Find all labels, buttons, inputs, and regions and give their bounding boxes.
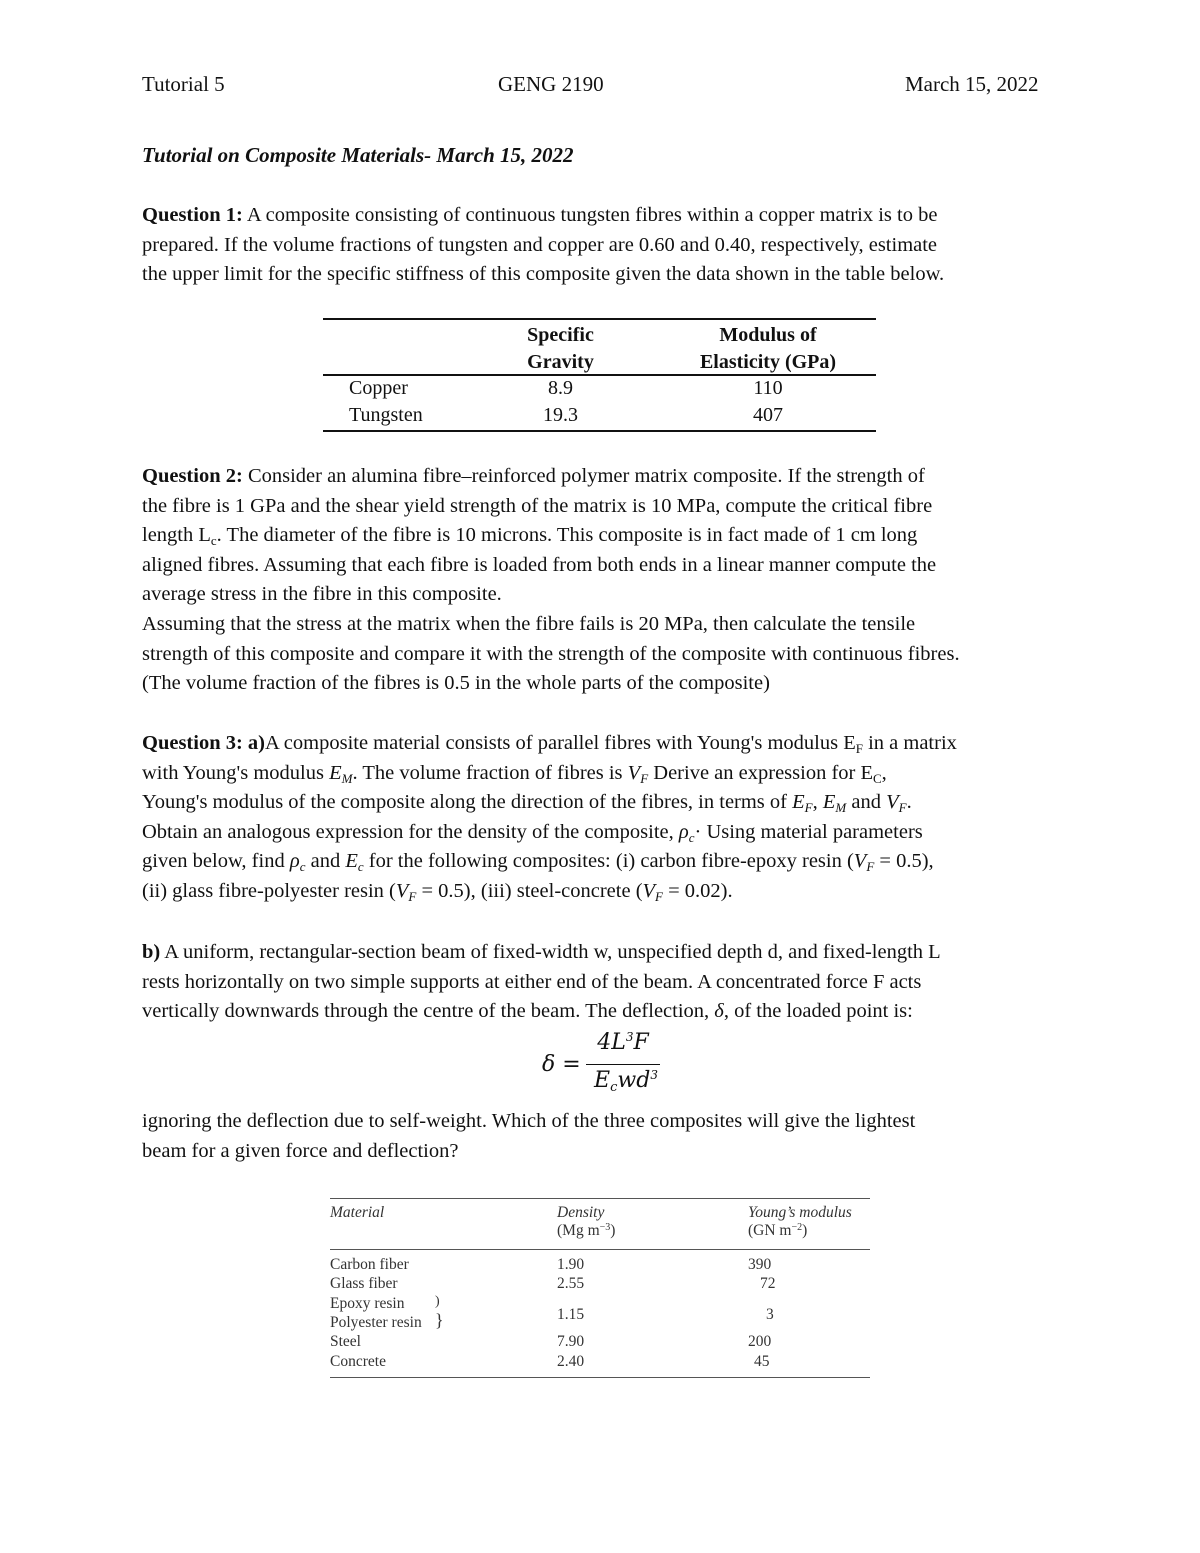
question-3a: Question 3: a)A composite material consists of parallel fibres with Young's modulus $E_F$ in a matrix with Young's modulus $E_M$. The volume fraction of fibres is $V_F$ Derive an expression for $E_C$, Young's modulus of the composite along the direction of the fibres, in terms of $E_F$, $E_M$ and $V_F$. Obtain an analogous expression for the density of the composite, $\rho_c\cdot Using$ material parameters given below, find $\rho_c$ and $E_c$ for the following composites: (i) carbon fibre-epoxy resin $(V_F = 0.5)$, (ii) glass fibre-polyester resin $(V_F = 0.5)$, (iii) steel-concrete $(V_F = 0.02)$. bbox=[142, 729, 1060, 907]
table-cell: 2.40 bbox=[557, 1353, 585, 1370]
table-cell: 2.55 bbox=[557, 1275, 585, 1292]
q1-label: Question 1: bbox=[142, 204, 243, 226]
table-row-name: Concrete bbox=[330, 1353, 386, 1370]
table-cell: 8.9 bbox=[548, 377, 573, 399]
table-row-name: Epoxy resin bbox=[330, 1295, 405, 1312]
question-2 bbox=[142, 462, 1060, 699]
q2-line: average stress in the fibre in this composite. bbox=[142, 583, 502, 606]
q1-line: A composite consisting of continuous tungsten fibres within a copper matrix is to be bbox=[246, 204, 938, 226]
table-header-density-unit: (Mg $m^{-3}$) bbox=[557, 1222, 616, 1239]
q2-line: Consider an alumina fibre–reinforced polymer matrix composite. If the strength of bbox=[247, 465, 925, 487]
table-row-name: Tungsten bbox=[349, 404, 423, 426]
table-header-specific-gravity: Specific Gravity bbox=[527, 324, 594, 373]
fraction-bar bbox=[586, 1064, 660, 1065]
table-cell: 110 bbox=[753, 377, 783, 399]
q2-line: the fibre is 1 GPa and the shear yield strength of the matrix is 10 MPa, compute the critical fibre bbox=[142, 494, 933, 517]
table-row-name: Steel bbox=[330, 1333, 361, 1350]
table-cell: 72 bbox=[760, 1275, 776, 1292]
q3-label: Question 3: a) bbox=[142, 732, 265, 754]
table-cell: 200 bbox=[748, 1333, 772, 1350]
table-cell: 7.90 bbox=[557, 1333, 585, 1350]
question-3b: b) A uniform, rectangular-section beam of fixed-width w, unspecified depth d, and fixed-length L rests horizontally on two simple supports at either end of the beam. A concentrated force F acts vertically downwards through the centre of the beam. The deflection, δ, of the loaded point is: bbox=[142, 938, 1060, 1027]
table-cell: 390 bbox=[748, 1256, 772, 1273]
q3b-label: b) bbox=[142, 941, 161, 963]
material-table-2 bbox=[330, 1198, 870, 1380]
table-cell: 407 bbox=[753, 404, 783, 426]
table-cell: 19.3 bbox=[543, 404, 578, 426]
equation-lhs: δ = bbox=[542, 1052, 581, 1077]
header-right: March 15, 2022 bbox=[905, 72, 1039, 96]
table-row-name: Polyester resin bbox=[330, 1314, 422, 1331]
question-1 bbox=[142, 201, 1060, 290]
table-header-youngs-unit: (GN $m^{-2}$) bbox=[748, 1222, 808, 1239]
document-title: Tutorial on Composite Materials- March 15, 2022 bbox=[142, 143, 574, 167]
table-cell: 1.15 bbox=[557, 1306, 585, 1323]
q1-line: the upper limit for the specific stiffness of this composite given the data shown in the table below. bbox=[142, 263, 945, 286]
table-rule bbox=[323, 318, 876, 320]
table-cell: 1.90 bbox=[557, 1256, 585, 1273]
table-header-material: Material bbox=[330, 1204, 385, 1221]
q3b-line: beam for a given force and deflection? bbox=[142, 1139, 459, 1162]
table-rule bbox=[323, 374, 876, 376]
q3-line: with Young's modulus $E_M$. The volume fraction of fibres is $V_F$ Derive an expression for $E_C$, bbox=[142, 761, 887, 786]
header-center: GENG 2190 bbox=[498, 72, 604, 96]
equation-denominator: $E_cwd^3$ bbox=[594, 1068, 658, 1095]
q3b-line: rests horizontally on two simple supports at either end of the beam. A concentrated force F acts bbox=[142, 970, 922, 993]
table-rule bbox=[330, 1377, 870, 1378]
q3b-line: vertically downwards through the centre of the beam. The deflection, δ, of the loaded point is: bbox=[142, 1000, 913, 1023]
table-rule bbox=[330, 1249, 870, 1250]
brace-glyph: ) bbox=[435, 1294, 440, 1309]
q2-line: strength of this composite and compare it with the strength of the composite with continuous fibres. bbox=[142, 642, 960, 665]
q3b-line: ignoring the deflection due to self-weight. Which of the three composites will give the lightest bbox=[142, 1110, 916, 1132]
q3-line: Obtain an analogous expression for the density of the composite, $\rho_c\cdot Using$ material parameters bbox=[142, 820, 923, 845]
table-row-name: Copper bbox=[349, 377, 408, 399]
equation-numerator: $4L^3F$ bbox=[597, 1030, 649, 1055]
table-cell: 45 bbox=[754, 1353, 770, 1370]
q3-line: (ii) glass fibre-polyester resin $(V_F = 0.5)$, (iii) steel-concrete $(V_F = 0.02)$. bbox=[142, 879, 733, 904]
table-rule bbox=[323, 430, 876, 432]
q2-line: (The volume fraction of the fibres is 0.5 in the whole parts of the composite) bbox=[142, 672, 770, 695]
table-header-modulus: Modulus of Elasticity (GPa) bbox=[699, 324, 837, 373]
table-row-name: Glass fiber bbox=[330, 1275, 398, 1292]
brace-glyph: } bbox=[435, 1310, 444, 1330]
q3-line: Young's modulus of the composite along the direction of the fibres, in terms of $E_F$, $E_M$ and $V_F$. bbox=[142, 791, 912, 816]
deflection-equation bbox=[540, 1030, 670, 1100]
question-3b-continued bbox=[142, 1107, 1060, 1166]
q2-line: Assuming that the stress at the matrix when the fibre fails is 20 MPa, then calculate the tensile bbox=[142, 612, 916, 635]
table-rule bbox=[330, 1198, 870, 1199]
q1-line: prepared. If the volume fractions of tungsten and copper are 0.60 and 0.40, respectively, estimate bbox=[142, 233, 938, 256]
table-header-youngs-modulus: Young’s modulus bbox=[748, 1204, 852, 1221]
header-left: Tutorial 5 bbox=[142, 72, 225, 96]
q2-line: length $L_c$. The diameter of the fibre is 10 microns. This composite is in fact made of 1 cm long bbox=[142, 524, 918, 549]
table-row-name: Carbon fiber bbox=[330, 1256, 409, 1273]
q2-label: Question 2: bbox=[142, 465, 243, 487]
q2-line: aligned fibres. Assuming that each fibre is loaded from both ends in a linear manner compute the bbox=[142, 553, 937, 576]
table-cell: 3 bbox=[766, 1306, 774, 1323]
table-header-density: Density bbox=[557, 1204, 605, 1221]
q3-line: given below, find $\rho_c$ and $E_c$ for the following composites: (i) carbon fibre-epoxy resin $(V_F = 0.5)$, bbox=[142, 850, 934, 875]
